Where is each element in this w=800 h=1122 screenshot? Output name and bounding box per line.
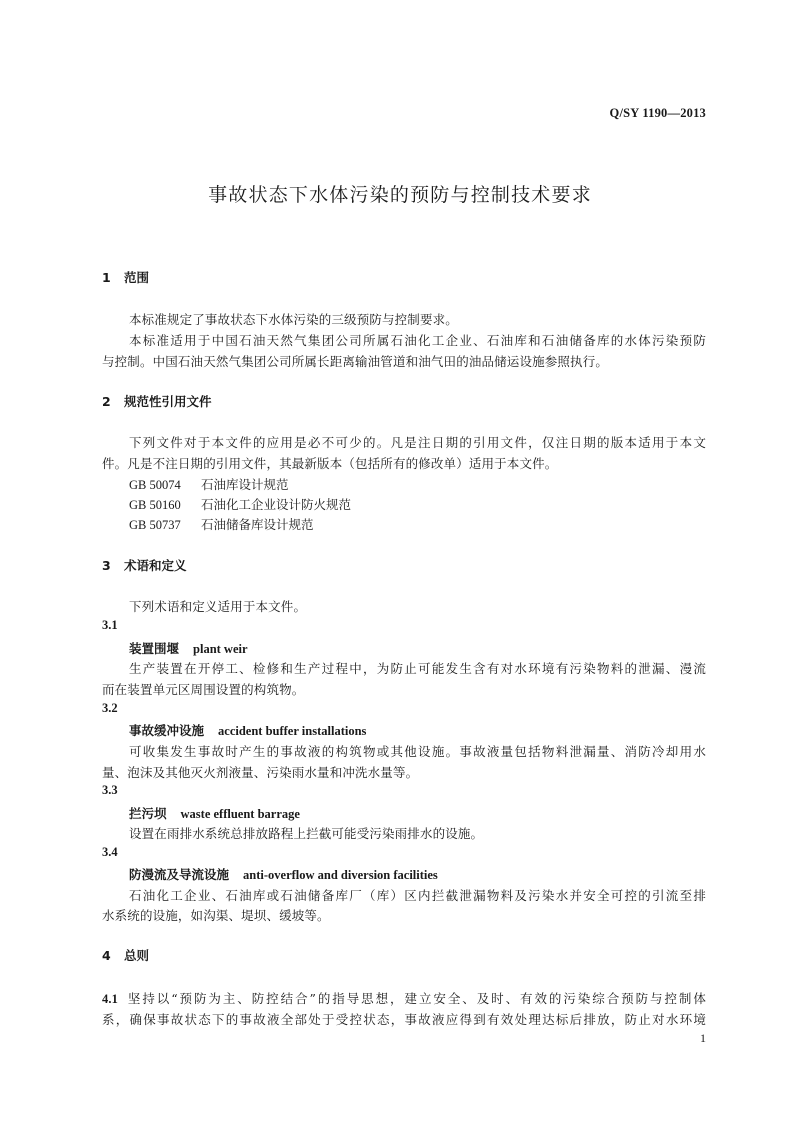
section-1-heading xyxy=(102,268,149,286)
paragraph-line: 水系统的设施，如沟渠、堤坝、缓坡等。 xyxy=(102,908,330,923)
term-english: plant weir xyxy=(193,642,248,656)
term-number: 3.1 xyxy=(102,618,118,632)
section-number: 2 xyxy=(102,394,111,409)
term-english: waste effluent barrage xyxy=(180,807,300,821)
clause-text: 坚持以“预防为主、防控结合”的指导思想，建立安全、及时、有效的污染综合预防与控制体 xyxy=(126,991,706,1006)
term-chinese: 装置围堰 xyxy=(129,641,180,656)
term-heading xyxy=(129,804,300,822)
section-number: 4 xyxy=(102,948,111,963)
paragraph-line: 设置在雨排水系统总排放路程上拦截可能受污染雨排水的设施。 xyxy=(129,826,484,841)
section-title: 术语和定义 xyxy=(124,558,187,573)
section-title: 总则 xyxy=(124,948,150,963)
paragraph-line: 与控制。中国石油天然气集团公司所属长距离输油管道和油气田的油品储运设施参照执行。 xyxy=(102,354,609,369)
paragraph-line: 本标准适用于中国石油天然气集团公司所属石油化工企业、石油库和石油储备库的水体污染预防 xyxy=(129,333,706,348)
paragraph-line: 生产装置在开停工、检修和生产过程中，为防止可能发生含有对水环境有污染物料的泄漏、漫流 xyxy=(129,661,706,676)
reference-code: GB 50160 xyxy=(129,498,181,512)
term-english: accident buffer installations xyxy=(218,724,367,738)
paragraph-line xyxy=(102,989,706,1007)
term-chinese: 拦污坝 xyxy=(129,806,167,821)
reference-item xyxy=(129,515,314,533)
section-3-heading xyxy=(102,556,187,574)
reference-title: 石油库设计规范 xyxy=(201,477,289,492)
term-chinese: 事故缓冲设施 xyxy=(129,723,205,738)
standard-number: Q/SY 1190—2013 xyxy=(609,106,706,120)
section-title: 规范性引用文件 xyxy=(124,394,212,409)
term-heading xyxy=(129,639,248,657)
term-heading xyxy=(129,865,438,883)
term-english: anti-overflow and diversion facilities xyxy=(243,868,438,882)
term-number: 3.2 xyxy=(102,701,118,715)
reference-title: 石油化工企业设计防火规范 xyxy=(201,497,352,512)
section-number: 1 xyxy=(102,270,111,285)
paragraph-line: 下列术语和定义适用于本文件。 xyxy=(129,599,307,614)
term-number: 3.3 xyxy=(102,783,118,797)
page-number: 1 xyxy=(700,1031,706,1045)
paragraph-line: 而在装置单元区周围设置的构筑物。 xyxy=(102,682,305,697)
reference-title: 石油储备库设计规范 xyxy=(201,517,314,532)
term-chinese: 防漫流及导流设施 xyxy=(129,867,230,882)
paragraph-line: 量、泡沫及其他灭火剂液量、污染雨水量和冲洗水量等。 xyxy=(102,765,419,780)
term-heading xyxy=(129,721,366,739)
paragraph-line: 可收集发生事故时产生的事故液的构筑物或其他设施。事故液量包括物料泄漏量、消防冷却用水 xyxy=(129,744,706,759)
paragraph-line: 本标准规定了事故状态下水体污染的三级预防与控制要求。 xyxy=(129,312,458,327)
reference-item xyxy=(129,495,351,513)
section-4-heading xyxy=(102,946,149,964)
paragraph-line: 下列文件对于本文件的应用是必不可少的。凡是注日期的引用文件，仅注日期的版本适用于本文 xyxy=(129,435,706,450)
reference-code: GB 50737 xyxy=(129,518,181,532)
reference-code: GB 50074 xyxy=(129,478,181,492)
paragraph-line: 件。凡是不注日期的引用文件，其最新版本（包括所有的修改单）适用于本文件。 xyxy=(102,456,558,471)
section-2-heading xyxy=(102,392,212,410)
reference-item xyxy=(129,475,289,493)
clause-number: 4.1 xyxy=(102,992,119,1006)
paragraph-line: 石油化工企业、石油库或石油储备库厂（库）区内拦截泄漏物料及污染水并安全可控的引流至排 xyxy=(129,888,706,903)
term-number: 3.4 xyxy=(102,845,118,859)
section-title: 范围 xyxy=(124,270,150,285)
paragraph-line: 系，确保事故状态下的事故液全部处于受控状态，事故液应得到有效处理达标后排放，防止对水环境 xyxy=(102,1012,706,1027)
section-number: 3 xyxy=(102,558,111,573)
document-title: 事故状态下水体污染的预防与控制技术要求 xyxy=(208,184,592,206)
